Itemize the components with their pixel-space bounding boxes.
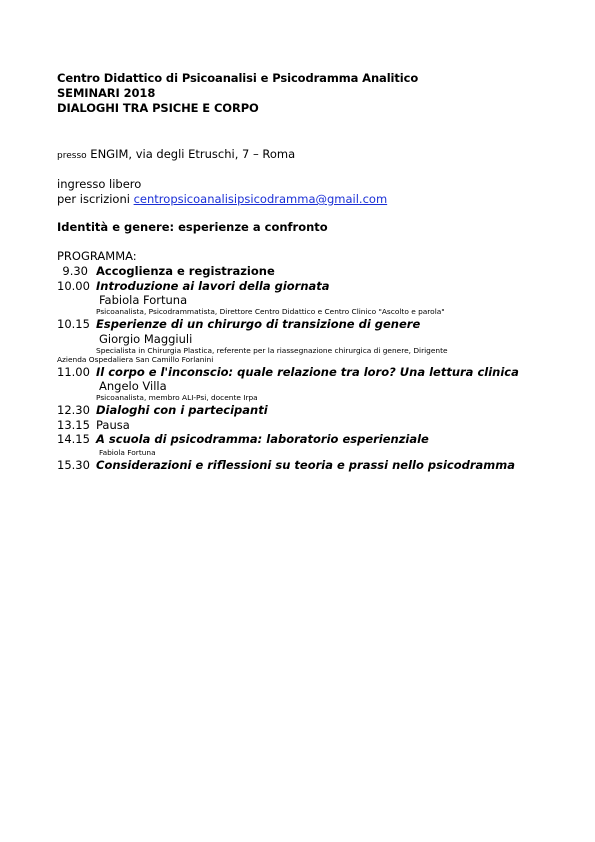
venue-address: ENGIM, via degli Etruschi, 7 – Roma xyxy=(90,147,296,161)
program-time: 10.00 xyxy=(57,278,90,293)
program-item xyxy=(57,432,557,447)
program-item xyxy=(57,458,557,473)
venue-prefix: presso xyxy=(57,151,87,161)
program-title-text: Considerazioni e riflessioni su teoria e prassi nello psicodramma xyxy=(96,457,515,472)
program-time: 9.30 xyxy=(62,264,88,278)
speaker-name: Giorgio Maggiuli xyxy=(99,331,193,346)
program-time: 11.00 xyxy=(57,364,90,379)
program-title-text: Introduzione ai lavori della giornata xyxy=(96,278,330,293)
program-item xyxy=(57,418,557,433)
program-time: 15.30 xyxy=(57,457,90,472)
program-item xyxy=(57,365,557,380)
seminar-series: SEMINARI 2018 xyxy=(57,86,156,100)
program-time: 10.15 xyxy=(57,317,90,331)
speaker-detail: Psicoanalista, membro ALI-Psi, docente Irpa xyxy=(96,393,258,402)
organization-name: Centro Didattico di Psicoanalisi e Psicodramma Analitico xyxy=(57,71,419,85)
document-header xyxy=(57,71,418,116)
seminar-topic: Identità e genere: esperienze a confronto xyxy=(57,220,328,234)
program-time: 13.15 xyxy=(57,417,90,432)
speaker-name: Fabiola Fortuna xyxy=(99,293,188,307)
program-section xyxy=(57,249,557,472)
program-title: PROGRAMMA: xyxy=(57,249,137,263)
program-item xyxy=(57,317,557,332)
seminar-theme: DIALOGHI TRA PSICHE E CORPO xyxy=(57,101,259,115)
program-title-text: Accoglienza e registrazione xyxy=(96,264,275,278)
program-time: 14.15 xyxy=(57,432,90,446)
program-title-text: Pausa xyxy=(96,417,130,432)
program-title-text: Dialoghi con i partecipanti xyxy=(96,403,268,417)
speaker-detail: Specialista in Chirurgia Plastica, referente per la riassegnazione chirurgica di genere, Dirigente xyxy=(96,345,448,355)
speaker-detail: Psicoanalista, Psicodrammatista, Direttore Centro Didattico e Centro Clinico "Ascolto e parola" xyxy=(96,307,445,316)
speaker-detail-continued: Azienda Ospedaliera San Camillo Forlanini xyxy=(57,354,214,364)
speaker-name: Angelo Villa xyxy=(99,379,167,393)
registration-line xyxy=(57,192,387,207)
program-title-text: A scuola di psicodramma: laboratorio esperienziale xyxy=(96,432,429,446)
program-time: 12.30 xyxy=(57,403,90,417)
entry-info xyxy=(57,177,387,207)
free-entry-text: ingresso libero xyxy=(57,177,142,191)
program-title-text: Il corpo e l'inconscio: quale relazione tra loro? Una lettura clinica xyxy=(96,364,519,379)
venue-line xyxy=(57,147,295,161)
program-item xyxy=(57,403,557,418)
program-title-text: Esperienze di un chirurgo di transizione di genere xyxy=(96,317,421,331)
registration-prefix: per iscrizioni xyxy=(57,192,130,206)
program-item xyxy=(57,279,557,294)
program-item xyxy=(57,264,557,279)
email-link[interactable]: centropsicoanalisipsicodramma@gmail.com xyxy=(133,192,388,206)
speaker-name: Fabiola Fortuna xyxy=(99,447,156,457)
